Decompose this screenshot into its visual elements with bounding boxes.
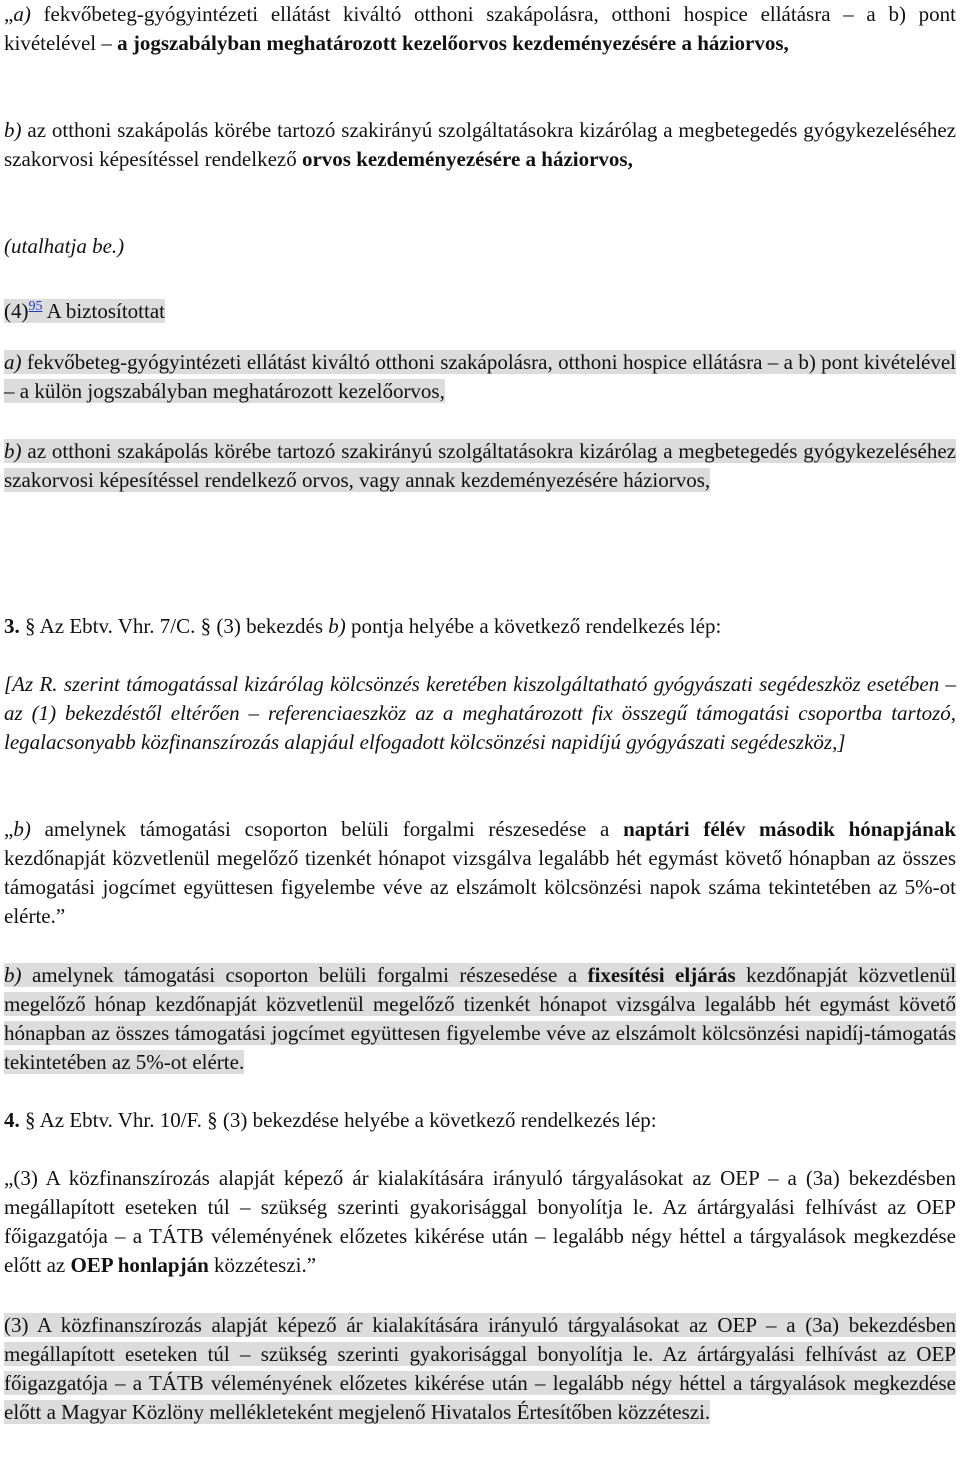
point-label: a) [4, 350, 22, 374]
body-text: az otthoni szakápolás körébe tartozó szakirányú szolgáltatásokra kizárólag a megbetegedés gyógykezeléséhez szakorvosi képesítéssel rendelkező orvos, vagy annak kezdeményezésére háziorvos, [4, 439, 956, 492]
point-label: b) [4, 963, 22, 987]
section-4-old-3 [4, 1164, 956, 1280]
paragraph-number: (4) [4, 299, 29, 323]
section-sign: § [25, 614, 36, 638]
section-3-heading [4, 612, 956, 641]
point-label: b) [4, 118, 22, 142]
footnote-link[interactable]: 95 [28, 299, 43, 314]
section-4-new-3 [4, 1311, 956, 1427]
body-text: pontja helyébe a következő rendelkezés lép: [351, 614, 722, 638]
point-label: b) [4, 439, 22, 463]
old-point-b [4, 116, 956, 174]
new-point-a [4, 348, 956, 406]
bold-text: OEP honlapján [70, 1253, 209, 1277]
section-number: 3. [4, 614, 20, 638]
body-text: „(3) A közfinanszírozás alapját képező ár kialakítására irányuló tárgyalásokat az OEP – a (3a) bekezdésben megállapított eseteken túl – szükség szerinti gyakorisággal bonyolítja le. Az ártárgyalási felhívást az OEP főigazgatója – a TÁTB véleményének előzetes kikérése után – legalább négy héttel a tárgyalások megkezdése előtt az [4, 1166, 956, 1277]
section-4-heading [4, 1106, 956, 1135]
body-text: az otthoni szakápolás körébe tartozó szakirányú szolgáltatásokra kizárólag a megbetegedés gyógykezeléséhez szakorvosi képesítéssel rendelkező [4, 118, 956, 171]
body-text: (3) bekezdése helyébe a következő rendelkezés lép: [222, 1108, 657, 1132]
section-3-context [4, 670, 956, 757]
section-3-old-b [4, 815, 956, 931]
point-label: b) [328, 614, 346, 638]
body-text: közzéteszi.” [214, 1253, 317, 1277]
quote-open: „ [4, 817, 14, 841]
section-sign: § [25, 1108, 36, 1132]
old-closing [4, 232, 956, 261]
closing-text: (utalhatja be.) [4, 234, 125, 258]
old-point-a [4, 0, 956, 58]
bold-text: naptári félév második hónapjának [623, 817, 957, 841]
body-text: kezdőnapját közvetlenül megelőző hónap kezdőnapját közvetlenül megelőző tizenkét hónapot vizsgálva legalább hét egymást követő hónapban az összes támogatási jogcímet együttesen figyelembe véve az elszámolt kölcsönzési napidíj-támogatás tekintetében az 5%-ot elérte. [4, 963, 957, 1074]
quote-open: „ [4, 2, 14, 26]
new-point-b [4, 437, 956, 495]
section-3-new-b [4, 961, 956, 1077]
body-text: fekvőbeteg-gyógyintézeti ellátást kiváltó otthoni szakápolásra, otthoni hospice ellátásra – a b) pont kivételével – a külön jogszabályban meghatározott kezelőorvos, [4, 350, 957, 403]
body-text: kezdőnapját közvetlenül megelőző tizenkét hónapot vizsgálva legalább hét egymást követő hónapban az összes támogatási jogcímet együttesen figyelembe véve az elszámolt kölcsönzési napok száma tekintetében az 5%-ot elérte.” [4, 846, 956, 928]
body-text: amelynek támogatási csoporton belüli forgalmi részesedése a [44, 817, 610, 841]
bold-text: orvos kezdeményezésére a háziorvos, [301, 147, 633, 171]
body-text: A biztosítottat [46, 299, 166, 323]
section-number: 4. [4, 1108, 20, 1132]
act-reference: Az Ebtv. Vhr. 10/F. [39, 1108, 202, 1132]
body-text: (3) A közfinanszírozás alapját képező ár kialakítására irányuló tárgyalásokat az OEP – a (3a) bekezdésben megállapított eseteken túl – szükség szerinti gyakorisággal bonyolítja le. Az ártárgyalási felhívást az OEP főigazgatója – a TÁTB véleményének előzetes kikérése után – legalább négy héttel a tárgyalások megkezdése előtt a Magyar Közlöny mellékleteként megjelenő Hivatalos Értesítőben közzéteszi. [4, 1313, 956, 1424]
bold-text: fixesítési eljárás [587, 963, 736, 987]
body-text: fekvőbeteg-gyógyintézeti ellátást kiváltó otthoni szakápolásra, otthoni hospice ellátásra – a b) pont kivételével – [4, 2, 957, 55]
section-sign: § [207, 1108, 218, 1132]
context-text: [Az R. szerint támogatással kizárólag kölcsönzés keretében kiszolgáltatható gyógyászati segédeszköz esetében – az (1) bekezdéstől eltérően – referenciaeszköz az a meghatározott fix összegű támogatási csoportba tartozó, legalacsonyabb közfinanszírozás alapjául elfogadott kölcsönzési napidíjú gyógyászati segédeszköz,] [4, 672, 956, 754]
new-paragraph-4 [4, 290, 956, 326]
body-text: amelynek támogatási csoporton belüli forgalmi részesedése a [31, 963, 578, 987]
act-reference: Az Ebtv. Vhr. 7/C. [39, 614, 196, 638]
point-label: a) [13, 2, 31, 26]
body-text: (3) bekezdés [216, 614, 324, 638]
point-label: b) [13, 817, 31, 841]
bold-text: a jogszabályban meghatározott kezelőorvos kezdeményezésére a háziorvos, [117, 31, 789, 55]
section-sign: § [200, 614, 212, 638]
